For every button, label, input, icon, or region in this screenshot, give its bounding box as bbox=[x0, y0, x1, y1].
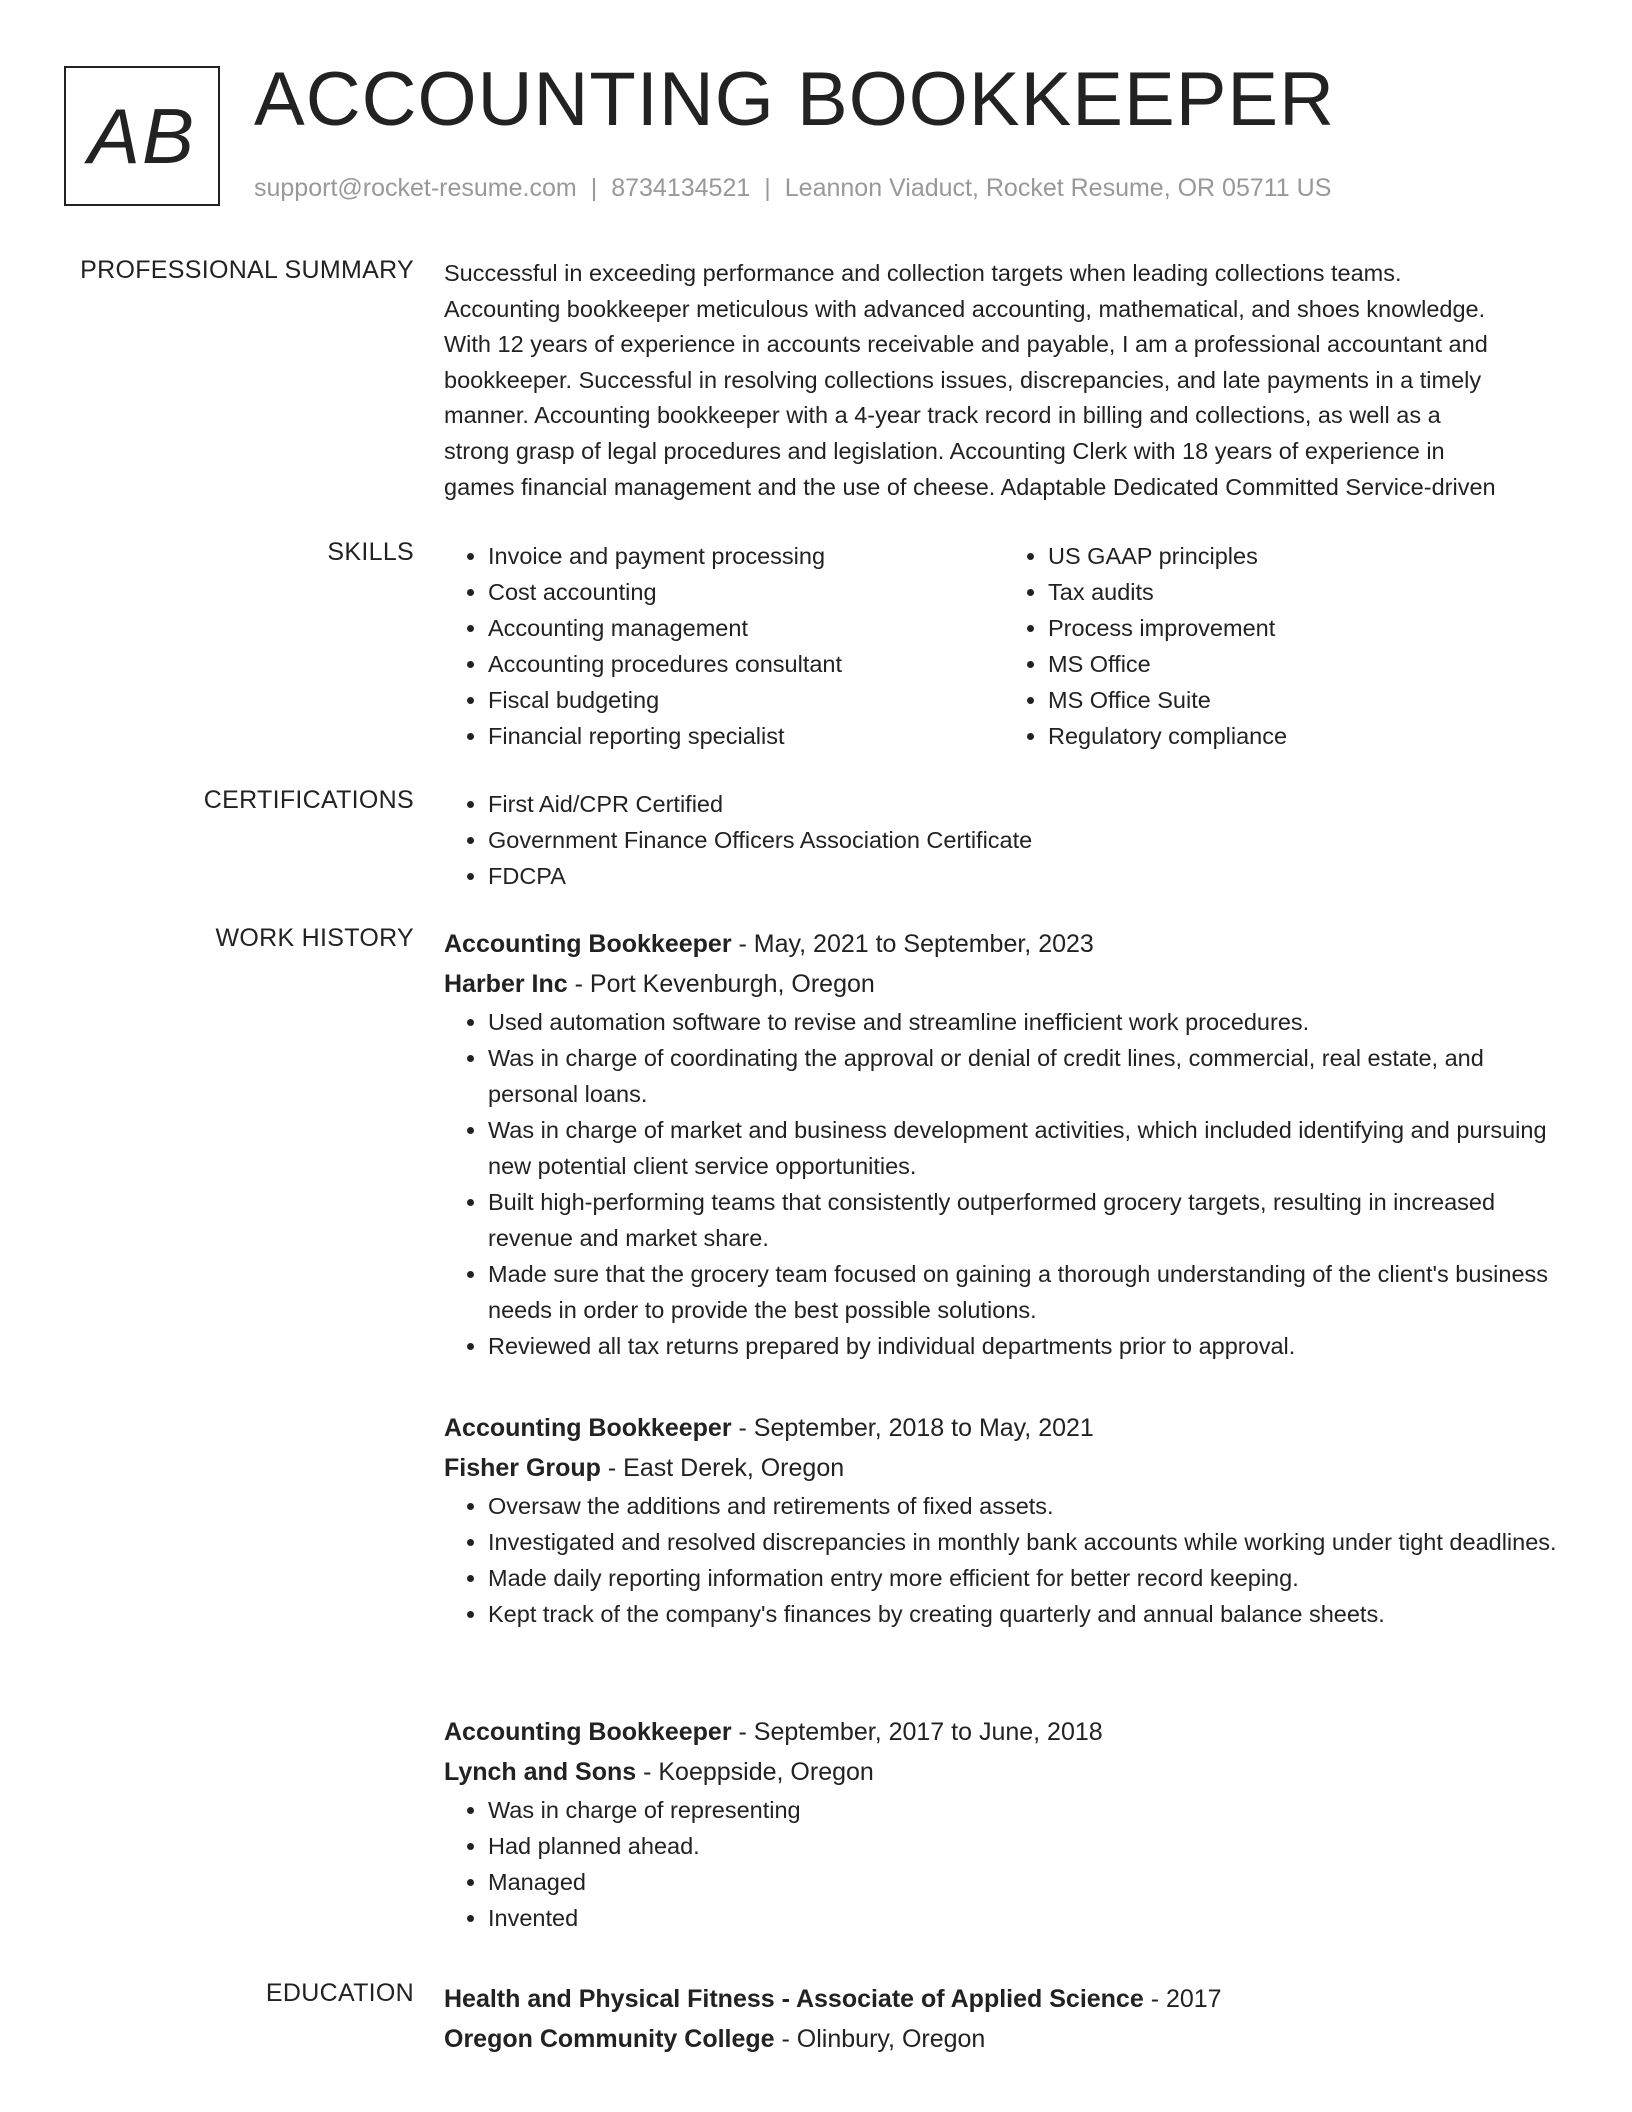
section-label-summary: PROFESSIONAL SUMMARY bbox=[80, 256, 414, 284]
education-location: - Olinbury, Oregon bbox=[774, 2025, 986, 2053]
skills-body bbox=[444, 538, 1564, 754]
skill-item: • Process improvement bbox=[1048, 610, 1564, 646]
summary-line: bookkeeper. Successful in resolving collections issues, discrepancies, and late payments in a timely bbox=[444, 366, 1482, 393]
job-company: Fisher Group bbox=[444, 1454, 601, 1482]
contact-separator: | bbox=[590, 174, 598, 202]
education-degree: Health and Physical Fitness - Associate of Applied Science bbox=[444, 1985, 1144, 2013]
job-dates: - May, 2021 to September, 2023 bbox=[731, 930, 1094, 958]
summary-line: Successful in exceeding performance and collection targets when leading collections teams. bbox=[444, 260, 1402, 286]
job-dates: - September, 2017 to June, 2018 bbox=[731, 1718, 1103, 1746]
section-label-certifications: CERTIFICATIONS bbox=[203, 786, 414, 814]
skill-item: • Regulatory compliance bbox=[1048, 718, 1564, 754]
job-bullets bbox=[444, 1488, 1564, 1632]
skill-item: • Accounting management bbox=[488, 610, 1004, 646]
job-bullets bbox=[444, 1004, 1564, 1364]
contact-line bbox=[254, 174, 1331, 203]
job-location: - Port Kevenburgh, Oregon bbox=[567, 970, 875, 998]
skill-item: • Invoice and payment processing bbox=[488, 538, 1004, 574]
skill-item: • US GAAP principles bbox=[1048, 538, 1564, 574]
skill-item: • MS Office Suite bbox=[1048, 682, 1564, 718]
job-bullet: • Was in charge of representing bbox=[488, 1792, 1564, 1828]
job-bullet: • Built high-performing teams that consistently outperformed grocery targets, resulting in increased revenue and market share. bbox=[488, 1184, 1564, 1256]
summary-line: manner. Accounting bookkeeper with a 4-year track record in billing and collections, as well as a bbox=[444, 402, 1441, 429]
certification-item: • First Aid/CPR Certified bbox=[488, 786, 1564, 822]
job-title: Accounting Bookkeeper bbox=[444, 1414, 732, 1442]
summary-line: Accounting bookkeeper meticulous with advanced accounting, mathematical, and shoes knowledge. bbox=[444, 295, 1486, 322]
resume-title: ACCOUNTING BOOKKEEPER bbox=[254, 57, 1335, 142]
skill-item: • Cost accounting bbox=[488, 574, 1004, 610]
certification-item: • FDCPA bbox=[488, 858, 1564, 894]
job-bullet: • Made sure that the grocery team focused on gaining a thorough understanding of the client's business needs in order to provide the best possible solutions. bbox=[488, 1256, 1564, 1328]
job-title: Accounting Bookkeeper bbox=[444, 1718, 732, 1746]
job-entry bbox=[444, 1408, 1564, 1632]
skills-list-right bbox=[1004, 538, 1564, 754]
certifications-body bbox=[444, 786, 1564, 894]
job-entry bbox=[444, 924, 1564, 1364]
section-label-skills: SKILLS bbox=[327, 538, 414, 566]
job-bullet: • Was in charge of coordinating the approval or denial of credit lines, commercial, real estate, and personal loans. bbox=[488, 1040, 1564, 1112]
job-company: Harber Inc bbox=[444, 970, 568, 998]
section-label-work-history: WORK HISTORY bbox=[215, 924, 414, 952]
contact-address: Leannon Viaduct, Rocket Resume, OR 05711 US bbox=[784, 174, 1332, 202]
job-bullet: • Made daily reporting information entry more efficient for better record keeping. bbox=[488, 1560, 1564, 1596]
job-bullet: • Was in charge of market and business development activities, which included identifying and pursuing new potential client service opportunities. bbox=[488, 1112, 1564, 1184]
education-school-line bbox=[444, 2019, 1564, 2059]
summary-line: strong grasp of legal procedures and legislation. Accounting Clerk with 18 years of experience in bbox=[444, 437, 1445, 464]
summary-line: games financial management and the use of cheese. Adaptable Dedicated Committed Service-driven bbox=[444, 473, 1496, 500]
job-company: Lynch and Sons bbox=[444, 1758, 637, 1786]
job-title-line bbox=[444, 924, 1564, 964]
job-bullet: • Managed bbox=[488, 1864, 1564, 1900]
contact-email: support@rocket-resume.com bbox=[254, 174, 577, 202]
education-degree-line bbox=[444, 1979, 1564, 2019]
job-bullet: • Oversaw the additions and retirements of fixed assets. bbox=[488, 1488, 1564, 1524]
certifications-list bbox=[444, 786, 1564, 894]
job-bullet: • Had planned ahead. bbox=[488, 1828, 1564, 1864]
education-school: Oregon Community College bbox=[444, 2025, 775, 2053]
job-company-line bbox=[444, 1752, 1564, 1792]
skill-item: • Financial reporting specialist bbox=[488, 718, 1004, 754]
skill-item: • Accounting procedures consultant bbox=[488, 646, 1004, 682]
skill-item: • MS Office bbox=[1048, 646, 1564, 682]
job-bullet: • Invented bbox=[488, 1900, 1564, 1936]
job-location: - Koeppside, Oregon bbox=[636, 1758, 874, 1786]
job-bullet: • Investigated and resolved discrepancies in monthly bank accounts while working under tight deadlines. bbox=[488, 1524, 1564, 1560]
job-title-line bbox=[444, 1408, 1564, 1448]
job-title-line bbox=[444, 1712, 1564, 1752]
monogram-initials: AB bbox=[87, 91, 197, 180]
education-body bbox=[444, 1979, 1564, 2059]
monogram-box bbox=[64, 66, 220, 206]
education-year: - 2017 bbox=[1143, 1985, 1222, 2013]
summary-body bbox=[444, 256, 1564, 505]
job-bullet: • Kept track of the company's finances by creating quarterly and annual balance sheets. bbox=[488, 1596, 1564, 1632]
summary-line: With 12 years of experience in accounts receivable and payable, I am a professional accountant and bbox=[444, 331, 1488, 358]
job-bullets bbox=[444, 1792, 1564, 1936]
skill-item: • Tax audits bbox=[1048, 574, 1564, 610]
certification-item: • Government Finance Officers Association Certificate bbox=[488, 822, 1564, 858]
contact-phone: 8734134521 bbox=[611, 174, 751, 202]
job-bullet: • Reviewed all tax returns prepared by individual departments prior to approval. bbox=[488, 1328, 1564, 1364]
job-company-line bbox=[444, 1448, 1564, 1488]
job-location: - East Derek, Oregon bbox=[600, 1454, 845, 1482]
job-company-line bbox=[444, 964, 1564, 1004]
job-entry bbox=[444, 1712, 1564, 1936]
section-label-education: EDUCATION bbox=[265, 1979, 414, 2007]
skills-list-left bbox=[444, 538, 1004, 754]
skill-item: • Fiscal budgeting bbox=[488, 682, 1004, 718]
job-bullet: • Used automation software to revise and streamline inefficient work procedures. bbox=[488, 1004, 1564, 1040]
contact-separator: | bbox=[764, 174, 771, 202]
job-dates: - September, 2018 to May, 2021 bbox=[731, 1414, 1094, 1442]
job-title: Accounting Bookkeeper bbox=[444, 930, 732, 958]
